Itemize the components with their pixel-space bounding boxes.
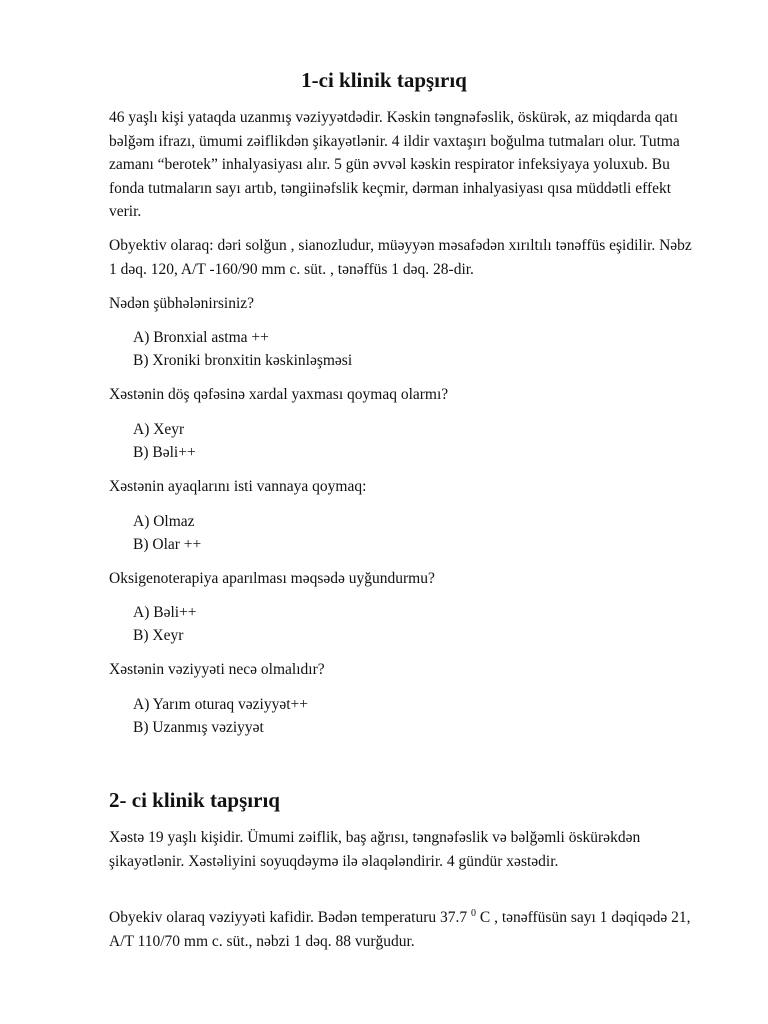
task1-question-2: Xəstənin döş qəfəsinə xardal yaxması qoymaq olarmı? [109,386,449,403]
task1-q2-option-a: A) Xeyr [133,421,185,438]
task2-objective-part2: C , tənəffüsün sayı 1 dəqiqədə 21, A/T 110/70 mm c. süt., nəbzi 1 dəq. 88 vurğudur. [109,909,691,950]
task1-q5-option-b: B) Uzanmış vəziyyət [133,719,264,736]
task1-q1-option-b: B) Xroniki bronxitin kəskinləşməsi [133,352,353,369]
task1-question-1: Nədən şübhələnirsiniz? [109,295,255,312]
task1-q2-option-b: B) Bəli++ [133,444,196,461]
task2-title: 2- ci klinik tapşırıq [109,788,280,812]
task1-q4-option-b: B) Xeyr [133,627,184,644]
task1-q4-option-a: A) Bəli++ [133,604,197,621]
task2-intro: Xəstə 19 yaşlı kişidir. Ümumi zəiflik, baş ağrısı, təngnəfəslik və bəlğəmli öskürəkdən şikayətlənir. Xəstəliyini soyuqdəymə ilə əlaqələndirir. 4 gündür xəstədir. [109,829,641,870]
task1-objective: Obyektiv olaraq: dəri solğun , sianozludur, müəyyən məsafədən xırıltılı tənəffüs eşidilir. Nəbz 1 dəq. 120, A/T -160/90 mm c. süt. , tənəffüs 1 dəq. 28-dir. [109,237,692,278]
task1-question-4: Oksigenoterapiya aparılması məqsədə uyğundurmu? [109,570,435,587]
task1-question-3: Xəstənin ayaqlarını isti vannaya qoymaq: [109,478,367,495]
task1-title: 1-ci klinik tapşırıq [301,68,467,92]
degree-superscript: 0 [470,907,476,919]
task1-intro: 46 yaşlı kişi yataqda uzanmış vəziyyətdədir. Kəskin təngnəfəslik, öskürək, az miqdarda qatı bəlğəm ifrazı, ümumi zəiflikdən şikayətlənir. 4 ildir vaxtaşırı boğulma tutmaları olur. Tutma zamanı “berotek” inhalyasiyası alır. 5 gün əvvəl kəskin respirator infeksiyaya yoluxub. Bu fonda tutmaların sayı artıb, təngiinəfslik keçmir, dərman inhalyasiyası qısa müddətli effekt verir. [109,109,680,220]
task2-objective [109,906,699,953]
task1-q3-option-a: A) Olmaz [133,513,195,530]
task1-q5-option-a: A) Yarım oturaq vəziyyət++ [133,696,309,713]
task1-q3-option-b: B) Olar ++ [133,536,202,553]
task1-q1-option-a: A) Bronxial astma ++ [133,329,269,346]
task1-question-5: Xəstənin vəziyyəti necə olmalıdır? [109,661,325,678]
task2-objective-part1: Obyekiv olaraq vəziyyəti kafidir. Bədən temperaturu 37.7 [109,909,471,926]
